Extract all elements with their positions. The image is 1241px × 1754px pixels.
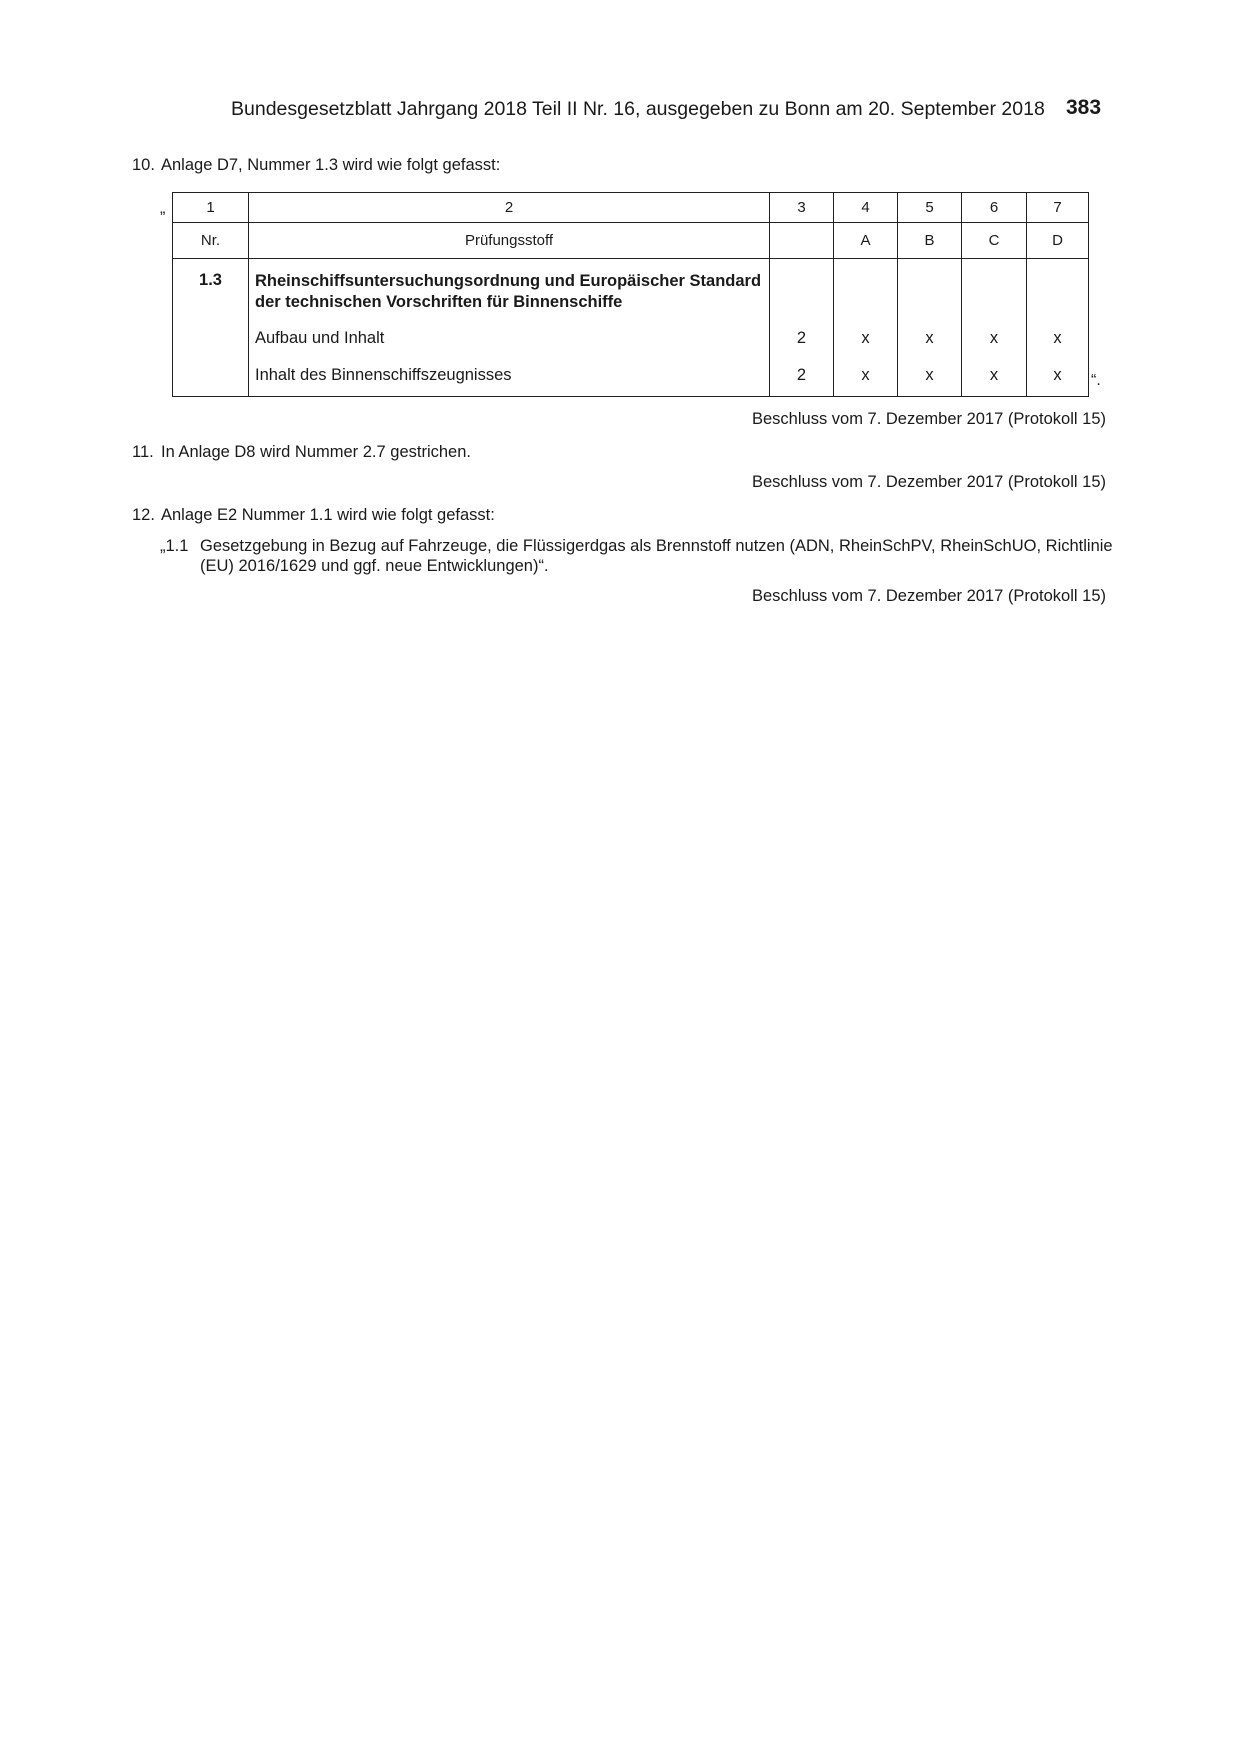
quote-line-2: (EU) 2016/1629 und ggf. neue Entwicklungen)“. (200, 557, 549, 575)
column-number-row (173, 193, 1089, 223)
amendment-table (172, 192, 1089, 397)
item-11-text: In Anlage D8 wird Nummer 2.7 gestrichen. (161, 443, 471, 461)
col-number-1: 1 (173, 193, 249, 223)
table-close-quote: “. (1091, 372, 1101, 389)
col-number-2: 2 (249, 193, 770, 223)
row-c: x (962, 358, 1027, 397)
col-number-5: 5 (898, 193, 962, 223)
row-b: x (898, 321, 962, 358)
row-a: x (834, 358, 898, 397)
item-12-text: Anlage E2 Nummer 1.1 wird wie folgt gefasst: (161, 506, 495, 524)
section-title (249, 259, 770, 322)
item-10-number: 10. (132, 156, 155, 174)
row-col3: 2 (770, 358, 834, 397)
row-label: Inhalt des Binnenschiffszeugnisses (249, 358, 770, 397)
section-title-line-1: Rheinschiffsuntersuchungsordnung und Europäischer Standard (255, 272, 762, 290)
beschluss-10: Beschluss vom 7. Dezember 2017 (Protokoll 15) (752, 410, 1106, 428)
section-row (173, 259, 1089, 322)
col-label-d: D (1027, 223, 1089, 259)
item-11-number: 11. (132, 443, 154, 461)
col-label-c: C (962, 223, 1027, 259)
running-header: Bundesgesetzblatt Jahrgang 2018 Teil II Nr. 16, ausgegeben zu Bonn am 20. September 2018 (231, 98, 1045, 120)
col-label-b: B (898, 223, 962, 259)
section-title-line-2: der technischen Vorschriften für Binnenschiffe (255, 293, 623, 311)
item-12-number: 12. (132, 506, 155, 524)
quote-line-1: Gesetzgebung in Bezug auf Fahrzeuge, die Flüssigerdgas als Brennstoff nutzen (ADN, RheinSchPV, RheinSchUO, Richtlinie (200, 537, 1113, 555)
col-label-nr: Nr. (173, 223, 249, 259)
row-label: Aufbau und Inhalt (249, 321, 770, 358)
col-label-a: A (834, 223, 898, 259)
row-d: x (1027, 321, 1089, 358)
table-row (173, 358, 1089, 397)
col-number-7: 7 (1027, 193, 1089, 223)
column-label-row (173, 223, 1089, 259)
row-c: x (962, 321, 1027, 358)
table-row (173, 321, 1089, 358)
row-a: x (834, 321, 898, 358)
quote-number: „1.1 (160, 537, 189, 555)
col-number-6: 6 (962, 193, 1027, 223)
table-open-quote: „ (160, 200, 166, 217)
row-d: x (1027, 358, 1089, 397)
section-number: 1.3 (173, 259, 249, 322)
col-number-3: 3 (770, 193, 834, 223)
col-number-4: 4 (834, 193, 898, 223)
page-number: 383 (1066, 96, 1102, 119)
col-label-pruefungsstoff: Prüfungsstoff (249, 223, 770, 259)
col-label-3 (770, 223, 834, 259)
row-b: x (898, 358, 962, 397)
beschluss-11: Beschluss vom 7. Dezember 2017 (Protokoll 15) (752, 473, 1106, 491)
row-col3: 2 (770, 321, 834, 358)
beschluss-12: Beschluss vom 7. Dezember 2017 (Protokoll 15) (752, 587, 1106, 605)
item-10-text: Anlage D7, Nummer 1.3 wird wie folgt gefasst: (161, 156, 501, 174)
